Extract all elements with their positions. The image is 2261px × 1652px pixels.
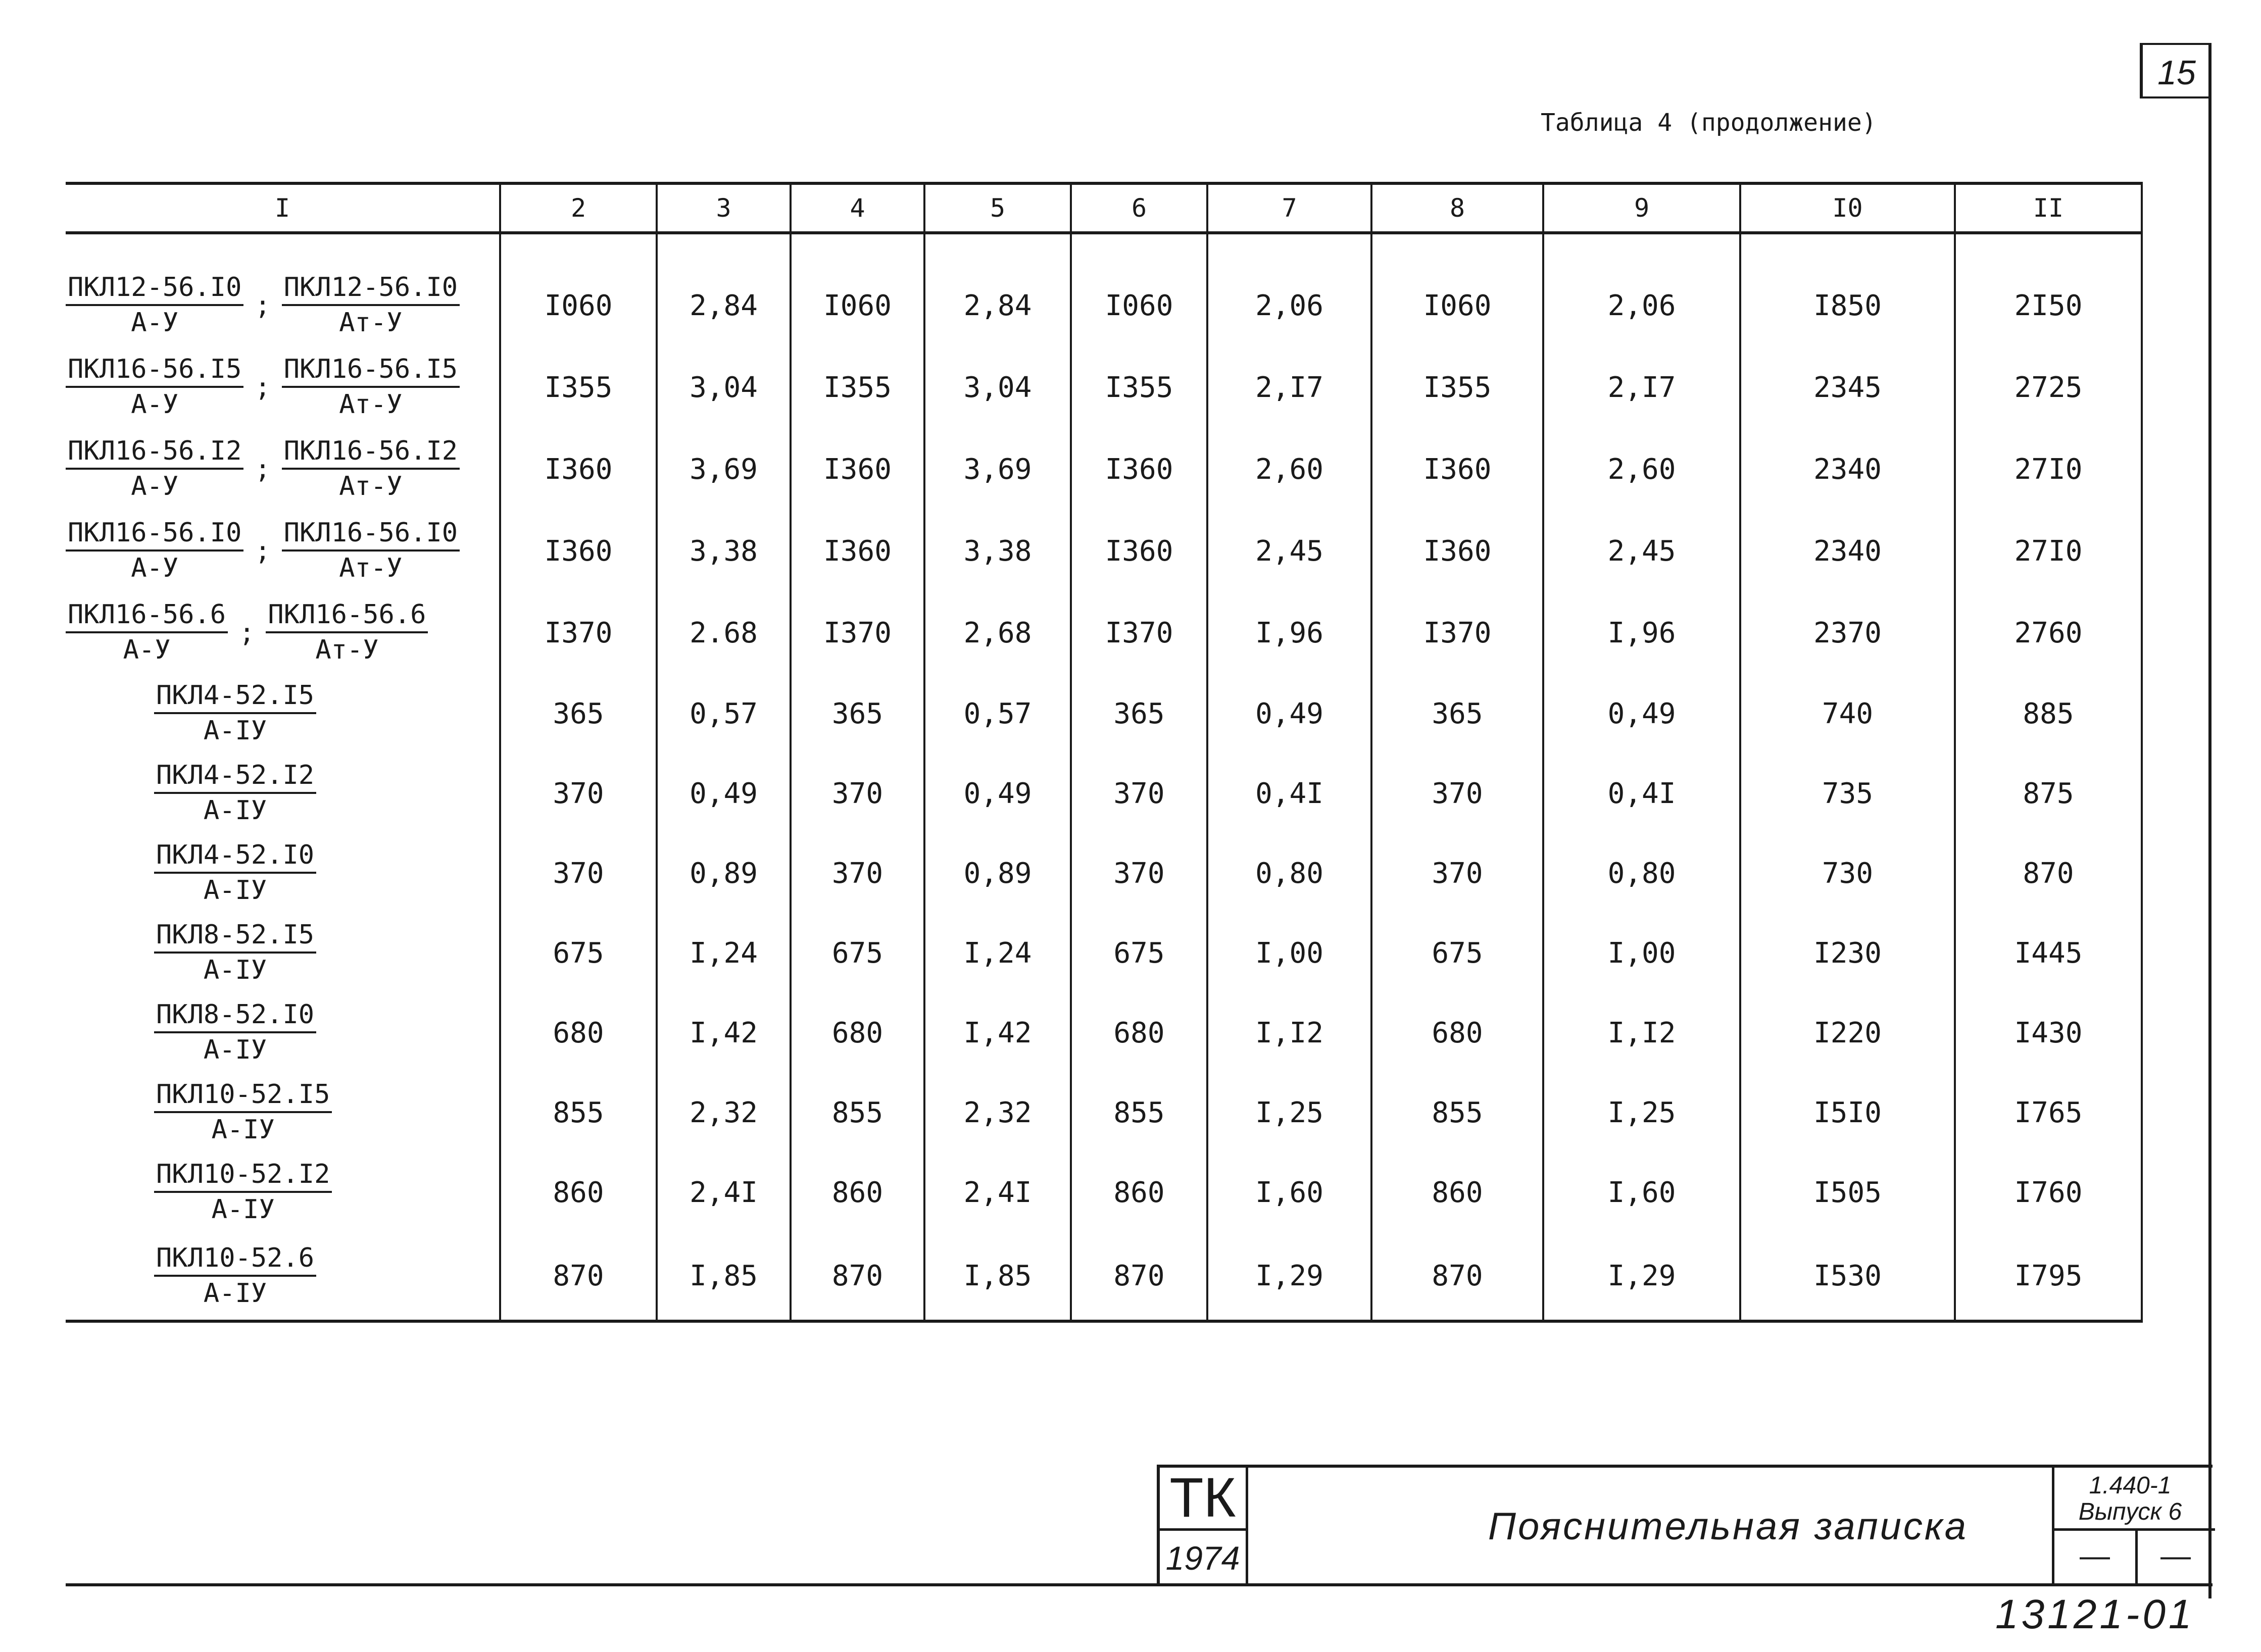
spacer-cell bbox=[924, 233, 1071, 265]
product-mark-cell bbox=[66, 592, 500, 674]
table-row bbox=[66, 993, 2142, 1073]
column-header-7: 7 bbox=[1207, 183, 1371, 233]
mark-code: ПКЛ10-52.I5 bbox=[154, 1080, 332, 1113]
product-mark-cell bbox=[66, 1073, 500, 1153]
mark-steel-class: А-У bbox=[131, 471, 179, 502]
value-cell-col-9: 2,06 bbox=[1543, 265, 1740, 346]
mark-steel-class: А-IУ bbox=[211, 1194, 275, 1225]
value-cell-col-10: 2340 bbox=[1740, 510, 1955, 592]
org-label: ТК bbox=[1160, 1468, 1246, 1531]
code-series: 1.440-1 bbox=[2089, 1472, 2172, 1499]
value-cell-col-9: 2,I7 bbox=[1543, 346, 1740, 428]
value-cell-col-9: 2,60 bbox=[1543, 428, 1740, 510]
value-cell-col-7: I,29 bbox=[1207, 1232, 1371, 1321]
value-cell-col-9: I,96 bbox=[1543, 592, 1740, 674]
value-cell-col-2: 680 bbox=[500, 993, 657, 1073]
product-mark bbox=[154, 681, 316, 746]
value-cell-col-4: 860 bbox=[791, 1153, 924, 1232]
table-row bbox=[66, 1153, 2142, 1232]
value-cell-col-9: I,60 bbox=[1543, 1153, 1740, 1232]
value-cell-col-3: 2.68 bbox=[657, 592, 791, 674]
value-cell-col-4: 370 bbox=[791, 754, 924, 833]
value-cell-col-6: 365 bbox=[1071, 674, 1207, 754]
value-cell-col-7: I,60 bbox=[1207, 1153, 1371, 1232]
table-row bbox=[66, 913, 2142, 993]
product-mark bbox=[282, 355, 460, 420]
value-cell-col-10: 2345 bbox=[1740, 346, 1955, 428]
value-cell-col-9: 0,80 bbox=[1543, 833, 1740, 913]
mark-code: ПКЛ12-56.I0 bbox=[282, 273, 460, 306]
mark-steel-class: А-IУ bbox=[203, 795, 267, 826]
product-mark bbox=[154, 761, 316, 826]
value-cell-col-8: I360 bbox=[1371, 428, 1543, 510]
sheet-cell-right: — bbox=[2160, 1539, 2191, 1573]
value-cell-col-8: 855 bbox=[1371, 1073, 1543, 1153]
mark-code: ПКЛ16-56.I0 bbox=[282, 518, 460, 552]
value-cell-col-8: I355 bbox=[1371, 346, 1543, 428]
table-caption: Таблица 4 (продолжение) bbox=[1541, 109, 1877, 137]
product-mark bbox=[282, 436, 460, 502]
value-cell-col-10: I230 bbox=[1740, 913, 1955, 993]
value-cell-col-8: 860 bbox=[1371, 1153, 1543, 1232]
spacer-cell bbox=[1371, 233, 1543, 265]
year-label: 1974 bbox=[1165, 1539, 1240, 1577]
org-cell bbox=[1160, 1468, 1248, 1586]
product-mark bbox=[282, 273, 460, 338]
product-mark-cell bbox=[66, 833, 500, 913]
value-cell-col-11: I795 bbox=[1955, 1232, 2142, 1321]
product-mark bbox=[66, 355, 243, 420]
value-cell-col-6: 675 bbox=[1071, 913, 1207, 993]
value-cell-col-9: 0,4I bbox=[1543, 754, 1740, 833]
product-mark-cell bbox=[66, 346, 500, 428]
column-header-3: 3 bbox=[657, 183, 791, 233]
value-cell-col-7: 2,45 bbox=[1207, 510, 1371, 592]
data-table bbox=[66, 182, 2143, 1323]
value-cell-col-4: 855 bbox=[791, 1073, 924, 1153]
value-cell-col-8: I360 bbox=[1371, 510, 1543, 592]
value-cell-col-9: 0,49 bbox=[1543, 674, 1740, 754]
value-cell-col-8: 675 bbox=[1371, 913, 1543, 993]
product-mark bbox=[282, 518, 460, 584]
mark-code: ПКЛ16-56.I5 bbox=[66, 355, 243, 388]
value-cell-col-3: 2,4I bbox=[657, 1153, 791, 1232]
product-mark-cell bbox=[66, 428, 500, 510]
archive-stamp: 13121-01 bbox=[1995, 1591, 2195, 1637]
spacer-cell bbox=[1740, 233, 1955, 265]
value-cell-col-10: I850 bbox=[1740, 265, 1955, 346]
mark-code: ПКЛ16-56.I5 bbox=[282, 355, 460, 388]
table-row bbox=[66, 1232, 2142, 1321]
value-cell-col-8: I060 bbox=[1371, 265, 1543, 346]
value-cell-col-2: 370 bbox=[500, 833, 657, 913]
value-cell-col-9: I,00 bbox=[1543, 913, 1740, 993]
mark-steel-class: А-У bbox=[123, 635, 171, 665]
table-row bbox=[66, 346, 2142, 428]
value-cell-col-10: 740 bbox=[1740, 674, 1955, 754]
product-mark-cell bbox=[66, 510, 500, 592]
value-cell-col-7: 2,60 bbox=[1207, 428, 1371, 510]
value-cell-col-3: 0,89 bbox=[657, 833, 791, 913]
product-mark-cell bbox=[66, 754, 500, 833]
value-cell-col-4: I360 bbox=[791, 428, 924, 510]
value-cell-col-6: 370 bbox=[1071, 833, 1207, 913]
value-cell-col-5: 0,89 bbox=[924, 833, 1071, 913]
value-cell-col-2: 370 bbox=[500, 754, 657, 833]
value-cell-col-8: 680 bbox=[1371, 993, 1543, 1073]
product-mark bbox=[154, 1160, 332, 1225]
value-cell-col-4: I060 bbox=[791, 265, 924, 346]
value-cell-col-11: 870 bbox=[1955, 833, 2142, 913]
value-cell-col-2: I060 bbox=[500, 265, 657, 346]
table-row bbox=[66, 510, 2142, 592]
product-mark-cell bbox=[66, 265, 500, 346]
value-cell-col-6: 855 bbox=[1071, 1073, 1207, 1153]
value-cell-col-9: 2,45 bbox=[1543, 510, 1740, 592]
column-header-11: II bbox=[1955, 183, 2142, 233]
value-cell-col-2: 855 bbox=[500, 1073, 657, 1153]
value-cell-col-11: 2760 bbox=[1955, 592, 2142, 674]
product-mark bbox=[154, 1080, 332, 1145]
value-cell-col-6: 860 bbox=[1071, 1153, 1207, 1232]
code-issue: Выпуск 6 bbox=[2078, 1498, 2182, 1525]
value-cell-col-5: 2,84 bbox=[924, 265, 1071, 346]
mark-steel-class: Ат-У bbox=[339, 389, 403, 420]
value-cell-col-3: 3,38 bbox=[657, 510, 791, 592]
value-cell-col-5: 0,49 bbox=[924, 754, 1071, 833]
code-cell bbox=[2052, 1468, 2213, 1586]
document-code bbox=[2054, 1473, 2206, 1525]
mark-code: ПКЛ12-56.I0 bbox=[66, 273, 243, 306]
table-row bbox=[66, 674, 2142, 754]
value-cell-col-7: I,25 bbox=[1207, 1073, 1371, 1153]
value-cell-col-5: 2,4I bbox=[924, 1153, 1071, 1232]
value-cell-col-5: 2,32 bbox=[924, 1073, 1071, 1153]
spacer-row bbox=[66, 233, 2142, 265]
product-mark bbox=[154, 920, 316, 986]
mark-steel-class: А-IУ bbox=[203, 955, 267, 985]
value-cell-col-3: 2,32 bbox=[657, 1073, 791, 1153]
column-header-1: I bbox=[66, 183, 500, 233]
table-row bbox=[66, 1073, 2142, 1153]
product-mark-cell bbox=[66, 1232, 500, 1321]
value-cell-col-7: 0,80 bbox=[1207, 833, 1371, 913]
table-row bbox=[66, 265, 2142, 346]
value-cell-col-4: 675 bbox=[791, 913, 924, 993]
value-cell-col-11: 885 bbox=[1955, 674, 2142, 754]
value-cell-col-7: 0,4I bbox=[1207, 754, 1371, 833]
mark-steel-class: А-IУ bbox=[203, 716, 267, 746]
mark-code: ПКЛ4-52.I5 bbox=[154, 681, 316, 714]
value-cell-col-4: I355 bbox=[791, 346, 924, 428]
value-cell-col-5: 2,68 bbox=[924, 592, 1071, 674]
value-cell-col-10: I220 bbox=[1740, 993, 1955, 1073]
value-cell-col-5: I,85 bbox=[924, 1232, 1071, 1321]
product-mark bbox=[66, 518, 243, 584]
mark-separator: ; bbox=[239, 618, 255, 648]
value-cell-col-5: I,42 bbox=[924, 993, 1071, 1073]
title-block bbox=[1157, 1465, 2213, 1586]
value-cell-col-3: I,24 bbox=[657, 913, 791, 993]
value-cell-col-6: I060 bbox=[1071, 265, 1207, 346]
mark-steel-class: А-IУ bbox=[203, 1035, 267, 1065]
mark-steel-class: А-IУ bbox=[211, 1115, 275, 1145]
mark-code: ПКЛ4-52.I2 bbox=[154, 761, 316, 794]
product-mark bbox=[266, 600, 428, 666]
mark-code: ПКЛ16-56.I0 bbox=[66, 518, 243, 552]
value-cell-col-8: 365 bbox=[1371, 674, 1543, 754]
value-cell-col-9: I,I2 bbox=[1543, 993, 1740, 1073]
spacer-cell bbox=[1955, 233, 2142, 265]
mark-code: ПКЛ10-52.6 bbox=[154, 1243, 316, 1277]
spacer-cell bbox=[1207, 233, 1371, 265]
mark-steel-class: Ат-У bbox=[339, 471, 403, 502]
value-cell-col-11: I445 bbox=[1955, 913, 2142, 993]
value-cell-col-6: I370 bbox=[1071, 592, 1207, 674]
column-header-10: I0 bbox=[1740, 183, 1955, 233]
spacer-cell bbox=[657, 233, 791, 265]
value-cell-col-3: 3,04 bbox=[657, 346, 791, 428]
value-cell-col-10: 2370 bbox=[1740, 592, 1955, 674]
spacer-cell bbox=[1071, 233, 1207, 265]
product-mark-cell bbox=[66, 913, 500, 993]
product-mark bbox=[154, 1000, 316, 1066]
value-cell-col-3: 2,84 bbox=[657, 265, 791, 346]
document-title: Пояснительная записка bbox=[1488, 1505, 1969, 1548]
value-cell-col-4: 370 bbox=[791, 833, 924, 913]
value-cell-col-2: I370 bbox=[500, 592, 657, 674]
value-cell-col-2: 870 bbox=[500, 1232, 657, 1321]
frame-bottom-line bbox=[66, 1583, 2213, 1586]
value-cell-col-8: 870 bbox=[1371, 1232, 1543, 1321]
mark-code: ПКЛ16-56.I2 bbox=[282, 436, 460, 470]
mark-steel-class: А-IУ bbox=[203, 1278, 267, 1309]
value-cell-col-8: 370 bbox=[1371, 754, 1543, 833]
value-cell-col-2: I355 bbox=[500, 346, 657, 428]
value-cell-col-4: 870 bbox=[791, 1232, 924, 1321]
mark-steel-class: Ат-У bbox=[339, 553, 403, 583]
mark-steel-class: А-IУ bbox=[203, 875, 267, 906]
value-cell-col-3: 0,57 bbox=[657, 674, 791, 754]
mark-steel-class: А-У bbox=[131, 553, 179, 583]
value-cell-col-6: I360 bbox=[1071, 428, 1207, 510]
column-header-8: 8 bbox=[1371, 183, 1543, 233]
value-cell-col-10: 730 bbox=[1740, 833, 1955, 913]
value-cell-col-5: I,24 bbox=[924, 913, 1071, 993]
table-header-row bbox=[66, 183, 2142, 233]
mark-code: ПКЛ4-52.I0 bbox=[154, 840, 316, 874]
product-mark-cell bbox=[66, 674, 500, 754]
value-cell-col-6: I355 bbox=[1071, 346, 1207, 428]
value-cell-col-5: 0,57 bbox=[924, 674, 1071, 754]
sheet-cell-left: — bbox=[2080, 1539, 2110, 1573]
column-header-6: 6 bbox=[1071, 183, 1207, 233]
mark-separator: ; bbox=[255, 536, 271, 566]
column-header-5: 5 bbox=[924, 183, 1071, 233]
mark-code: ПКЛ16-56.I2 bbox=[66, 436, 243, 470]
value-cell-col-11: 27I0 bbox=[1955, 510, 2142, 592]
mark-code: ПКЛ16-56.6 bbox=[266, 600, 428, 633]
product-mark bbox=[66, 273, 243, 338]
value-cell-col-7: 0,49 bbox=[1207, 674, 1371, 754]
table-row bbox=[66, 592, 2142, 674]
value-cell-col-6: 370 bbox=[1071, 754, 1207, 833]
value-cell-col-11: 875 bbox=[1955, 754, 2142, 833]
value-cell-col-3: I,42 bbox=[657, 993, 791, 1073]
value-cell-col-6: 870 bbox=[1071, 1232, 1207, 1321]
product-mark bbox=[66, 436, 243, 502]
value-cell-col-10: I530 bbox=[1740, 1232, 1955, 1321]
mark-steel-class: Ат-У bbox=[315, 635, 379, 665]
column-header-9: 9 bbox=[1543, 183, 1740, 233]
value-cell-col-3: I,85 bbox=[657, 1232, 791, 1321]
value-cell-col-3: 3,69 bbox=[657, 428, 791, 510]
table-row bbox=[66, 833, 2142, 913]
value-cell-col-2: 365 bbox=[500, 674, 657, 754]
page-number: 15 bbox=[2140, 43, 2210, 98]
mark-code: ПКЛ8-52.I5 bbox=[154, 920, 316, 954]
mark-steel-class: А-У bbox=[131, 389, 179, 420]
mark-separator: ; bbox=[255, 372, 271, 403]
value-cell-col-4: 365 bbox=[791, 674, 924, 754]
value-cell-col-6: I360 bbox=[1071, 510, 1207, 592]
value-cell-col-9: I,25 bbox=[1543, 1073, 1740, 1153]
column-header-4: 4 bbox=[791, 183, 924, 233]
mark-code: ПКЛ8-52.I0 bbox=[154, 1000, 316, 1033]
value-cell-col-7: 2,06 bbox=[1207, 265, 1371, 346]
product-mark bbox=[154, 1243, 316, 1309]
value-cell-col-9: I,29 bbox=[1543, 1232, 1740, 1321]
code-divider bbox=[2054, 1528, 2215, 1531]
product-mark bbox=[154, 840, 316, 906]
value-cell-col-2: 675 bbox=[500, 913, 657, 993]
mark-code: ПКЛ10-52.I2 bbox=[154, 1160, 332, 1193]
spacer-cell bbox=[791, 233, 924, 265]
spacer-cell bbox=[1543, 233, 1740, 265]
value-cell-col-8: 370 bbox=[1371, 833, 1543, 913]
value-cell-col-7: I,96 bbox=[1207, 592, 1371, 674]
mark-steel-class: Ат-У bbox=[339, 308, 403, 338]
value-cell-col-10: I5I0 bbox=[1740, 1073, 1955, 1153]
mark-steel-class: А-У bbox=[131, 308, 179, 338]
value-cell-col-7: 2,I7 bbox=[1207, 346, 1371, 428]
value-cell-col-5: 3,38 bbox=[924, 510, 1071, 592]
mark-code: ПКЛ16-56.6 bbox=[66, 600, 228, 633]
spacer-cell bbox=[66, 233, 500, 265]
value-cell-col-11: I760 bbox=[1955, 1153, 2142, 1232]
value-cell-col-10: 2340 bbox=[1740, 428, 1955, 510]
value-cell-col-2: I360 bbox=[500, 510, 657, 592]
value-cell-col-4: I360 bbox=[791, 510, 924, 592]
value-cell-col-10: I505 bbox=[1740, 1153, 1955, 1232]
value-cell-col-5: 3,69 bbox=[924, 428, 1071, 510]
product-mark bbox=[66, 600, 228, 666]
value-cell-col-11: I430 bbox=[1955, 993, 2142, 1073]
table-row bbox=[66, 428, 2142, 510]
spacer-cell bbox=[500, 233, 657, 265]
value-cell-col-4: 680 bbox=[791, 993, 924, 1073]
value-cell-col-11: 2725 bbox=[1955, 346, 2142, 428]
value-cell-col-4: I370 bbox=[791, 592, 924, 674]
mark-separator: ; bbox=[255, 454, 271, 484]
value-cell-col-7: I,00 bbox=[1207, 913, 1371, 993]
frame-right-border bbox=[2208, 43, 2211, 1598]
product-mark-cell bbox=[66, 993, 500, 1073]
value-cell-col-10: 735 bbox=[1740, 754, 1955, 833]
value-cell-col-7: I,I2 bbox=[1207, 993, 1371, 1073]
value-cell-col-11: I765 bbox=[1955, 1073, 2142, 1153]
mark-separator: ; bbox=[255, 290, 271, 321]
value-cell-col-6: 680 bbox=[1071, 993, 1207, 1073]
value-cell-col-8: I370 bbox=[1371, 592, 1543, 674]
column-header-2: 2 bbox=[500, 183, 657, 233]
table-row bbox=[66, 754, 2142, 833]
value-cell-col-2: I360 bbox=[500, 428, 657, 510]
value-cell-col-11: 27I0 bbox=[1955, 428, 2142, 510]
value-cell-col-2: 860 bbox=[500, 1153, 657, 1232]
value-cell-col-5: 3,04 bbox=[924, 346, 1071, 428]
product-mark-cell bbox=[66, 1153, 500, 1232]
value-cell-col-11: 2I50 bbox=[1955, 265, 2142, 346]
value-cell-col-3: 0,49 bbox=[657, 754, 791, 833]
